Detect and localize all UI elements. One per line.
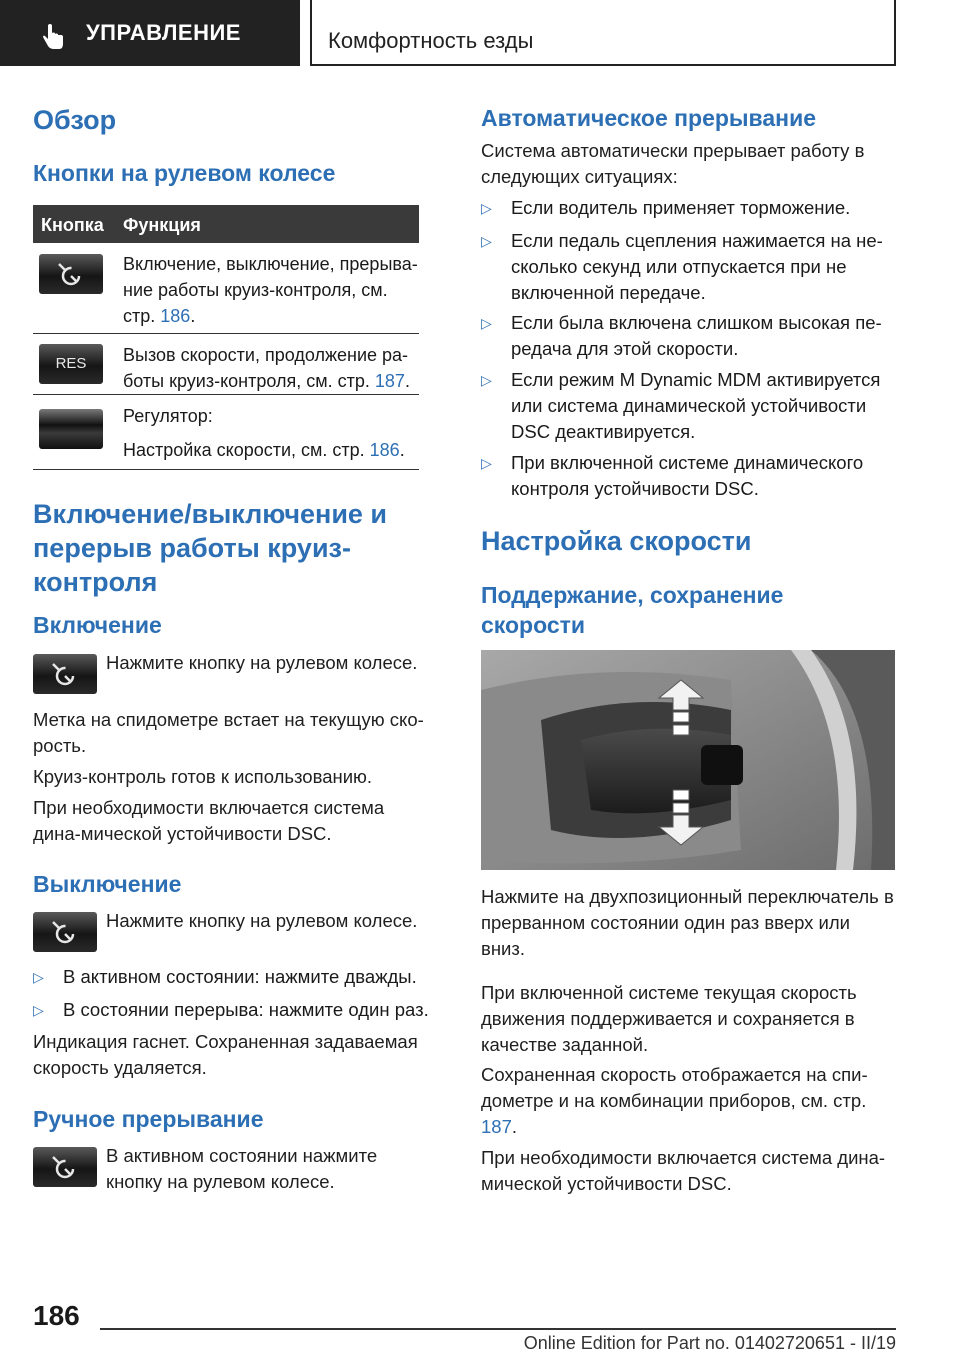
section-title-speed: Настройка скорости [481,526,752,556]
triangle-bullet-icon: ▷ [33,969,44,985]
triangle-bullet-icon: ▷ [481,315,492,331]
paragraph: При включенной системе текущая скорость движения поддерживается и сохраняется в качестве заданной. [481,982,857,1055]
triangle-bullet-icon: ▷ [481,455,492,471]
paragraph: Нажмите на двухпозиционный переключатель в прерванном состоянии один раз вверх или вниз. [481,886,894,959]
row-function-text: Вызов скорости, продолжение ра-боты круиз-контроля, см. стр. 187. [123,345,410,391]
section-header [0,0,300,66]
subsection-title-on: Включение [33,612,162,638]
hand-pointer-icon [38,22,68,52]
cruise-control-button-icon [33,1147,97,1187]
table-section-title: Кнопки на рулевом колесе [33,160,336,186]
subsection-title-manual: Ручное прерывание [33,1106,264,1132]
page-link[interactable]: 186 [369,440,400,460]
paragraph: Индикация гаснет. Сохраненная задаваемая скорость удаляется. [33,1031,418,1078]
paragraph: При необходимости включается система дина-мической устойчивости DSC. [33,797,385,844]
paragraph: Метка на спидометре встает на текущую ско-рость. [33,709,424,756]
page-number: 186 [33,1300,80,1331]
page-title: Обзор [33,105,117,135]
paragraph: Сохраненная скорость отображается на спи-дометре и на комбинации приборов, см. стр. 187. [481,1064,868,1137]
row-function-text: Регулятор: Настройка скорости, см. стр. 186. [123,406,405,460]
subsection-title-maintain: Поддержание, сохранение скорости [481,582,784,638]
paragraph: Круиз-контроль готов к использованию. [33,766,373,787]
triangle-bullet-icon: ▷ [481,372,492,388]
section-title-auto: Автоматическое прерывание [481,105,817,131]
instruction-on: Нажмите кнопку на рулевом колесе. [106,652,418,673]
page-link[interactable]: 187 [374,371,405,391]
cruise-control-button-icon [39,254,103,294]
page-link[interactable]: 187 [481,1116,512,1137]
triangle-bullet-icon: ▷ [481,200,492,216]
header-function: Функция [123,215,201,235]
subsection-title-off: Выключение [33,871,182,897]
table-row [33,334,419,395]
res-button-icon: RES [39,344,103,384]
paragraph: Система автоматически прерывает работу в следующих ситуациях: [481,140,865,187]
instruction-manual: В активном состоянии нажмите кнопку на рулевом колесе. [106,1145,378,1192]
paragraph: При необходимости включается система дина-мической устойчивости DSC. [481,1147,886,1194]
row-function-text: Включение, выключение, прерыва-ние работы круиз-контроля, см. стр. 186. [123,254,418,326]
footer-divider [100,1328,896,1330]
table-row [33,395,419,470]
table-row [33,243,419,334]
triangle-bullet-icon: ▷ [481,233,492,249]
steering-wheel-photo [481,650,895,870]
cruise-control-button-icon [33,654,97,694]
edition-label: Online Edition for Part no. 01402720651 - II/19 [523,1333,896,1353]
page-link[interactable]: 186 [160,306,191,326]
table-header [33,205,419,243]
rocker-switch-icon [39,409,103,449]
chapter-header [310,0,896,66]
section-title-onoff: Включение/выключение и перерыв работы круиз-контроля [33,499,388,597]
chapter-title: Комфортность езды [328,28,534,53]
cruise-control-button-icon [33,912,97,952]
triangle-bullet-icon: ▷ [33,1002,44,1018]
header-button: Кнопка [41,215,104,235]
instruction-off: Нажмите кнопку на рулевом колесе. [106,910,418,931]
section-label: УПРАВЛЕНИЕ [86,20,241,45]
